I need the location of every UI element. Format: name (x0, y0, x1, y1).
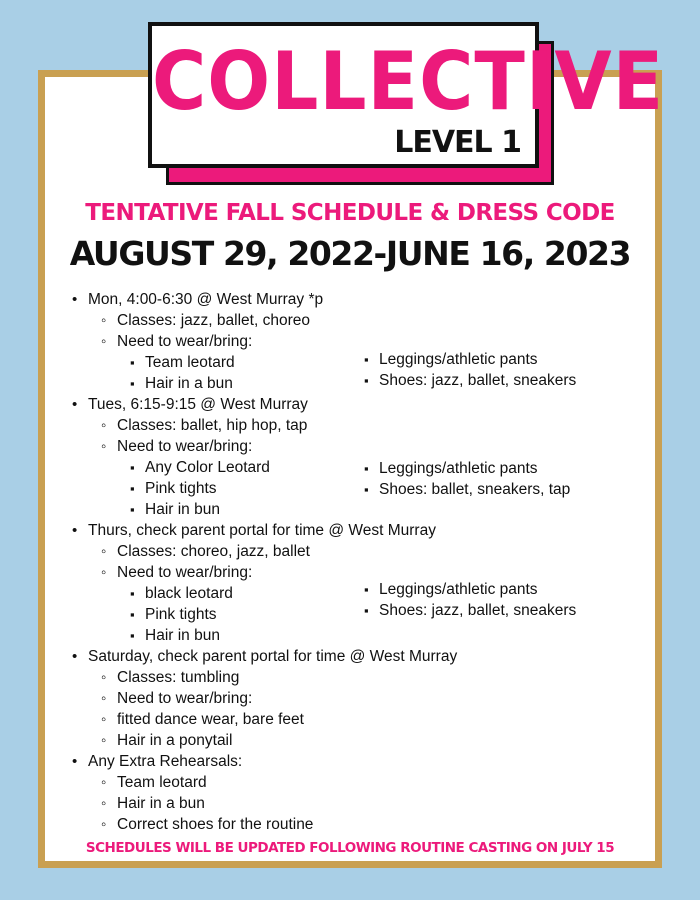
tues-label: • Tues, 6:15-9:15 @ West Murray (88, 394, 308, 415)
extra-item: ◦ Team leotard (117, 772, 207, 793)
title-box (148, 22, 665, 168)
tues-wear: ◦ Need to wear/bring: (117, 436, 252, 457)
date-range: AUGUST 29, 2022-JUNE 16, 2023 (69, 234, 631, 273)
sat-label: • Saturday, check parent portal for time @ West Murray (88, 646, 457, 667)
sat-item: ◦ Hair in a ponytail (117, 730, 232, 751)
title-level: LEVEL 1 (394, 125, 521, 160)
thurs-item: ▪ Pink tights (145, 604, 217, 625)
thurs-label: • Thurs, check parent portal for time @ West Murray (88, 520, 436, 541)
mon-item-right: ▪ Shoes: jazz, ballet, sneakers (379, 370, 576, 391)
tues-item-right: ▪ Shoes: ballet, sneakers, tap (379, 479, 570, 500)
tues-item-right: ▪ Leggings/athletic pants (379, 458, 538, 479)
extra-label: • Any Extra Rehearsals: (88, 751, 242, 772)
sat-item: ◦ fitted dance wear, bare feet (117, 709, 304, 730)
mon-wear: ◦ Need to wear/bring: (117, 331, 252, 352)
thurs-item-right: ▪ Shoes: jazz, ballet, sneakers (379, 600, 576, 621)
tues-item: ▪ Hair in bun (145, 499, 220, 520)
thurs-classes: ◦ Classes: choreo, jazz, ballet (117, 541, 310, 562)
tues-item: ▪ Any Color Leotard (145, 457, 270, 478)
extra-item: ◦ Correct shoes for the routine (117, 814, 313, 835)
mon-label: • Mon, 4:00-6:30 @ West Murray *p (88, 289, 323, 310)
title-main: COLLECTIVE (152, 35, 665, 129)
extra-item: ◦ Hair in a bun (117, 793, 205, 814)
mon-item-right: ▪ Leggings/athletic pants (379, 349, 538, 370)
schedule-subtitle: TENTATIVE FALL SCHEDULE & DRESS CODE (85, 200, 615, 226)
thurs-item-right: ▪ Leggings/athletic pants (379, 579, 538, 600)
thurs-item: ▪ black leotard (145, 583, 233, 604)
mon-item: ▪ Team leotard (145, 352, 235, 373)
footer-note: SCHEDULES WILL BE UPDATED FOLLOWING ROUTINE CASTING ON JULY 15 (85, 840, 615, 856)
mon-item: ▪ Hair in a bun (145, 373, 233, 394)
thurs-wear: ◦ Need to wear/bring: (117, 562, 252, 583)
tues-item: ▪ Pink tights (145, 478, 217, 499)
sat-item: ◦ Classes: tumbling (117, 667, 239, 688)
tues-classes: ◦ Classes: ballet, hip hop, tap (117, 415, 307, 436)
mon-classes: ◦ Classes: jazz, ballet, choreo (117, 310, 310, 331)
thurs-item: ▪ Hair in bun (145, 625, 220, 646)
sat-item: ◦ Need to wear/bring: (117, 688, 252, 709)
